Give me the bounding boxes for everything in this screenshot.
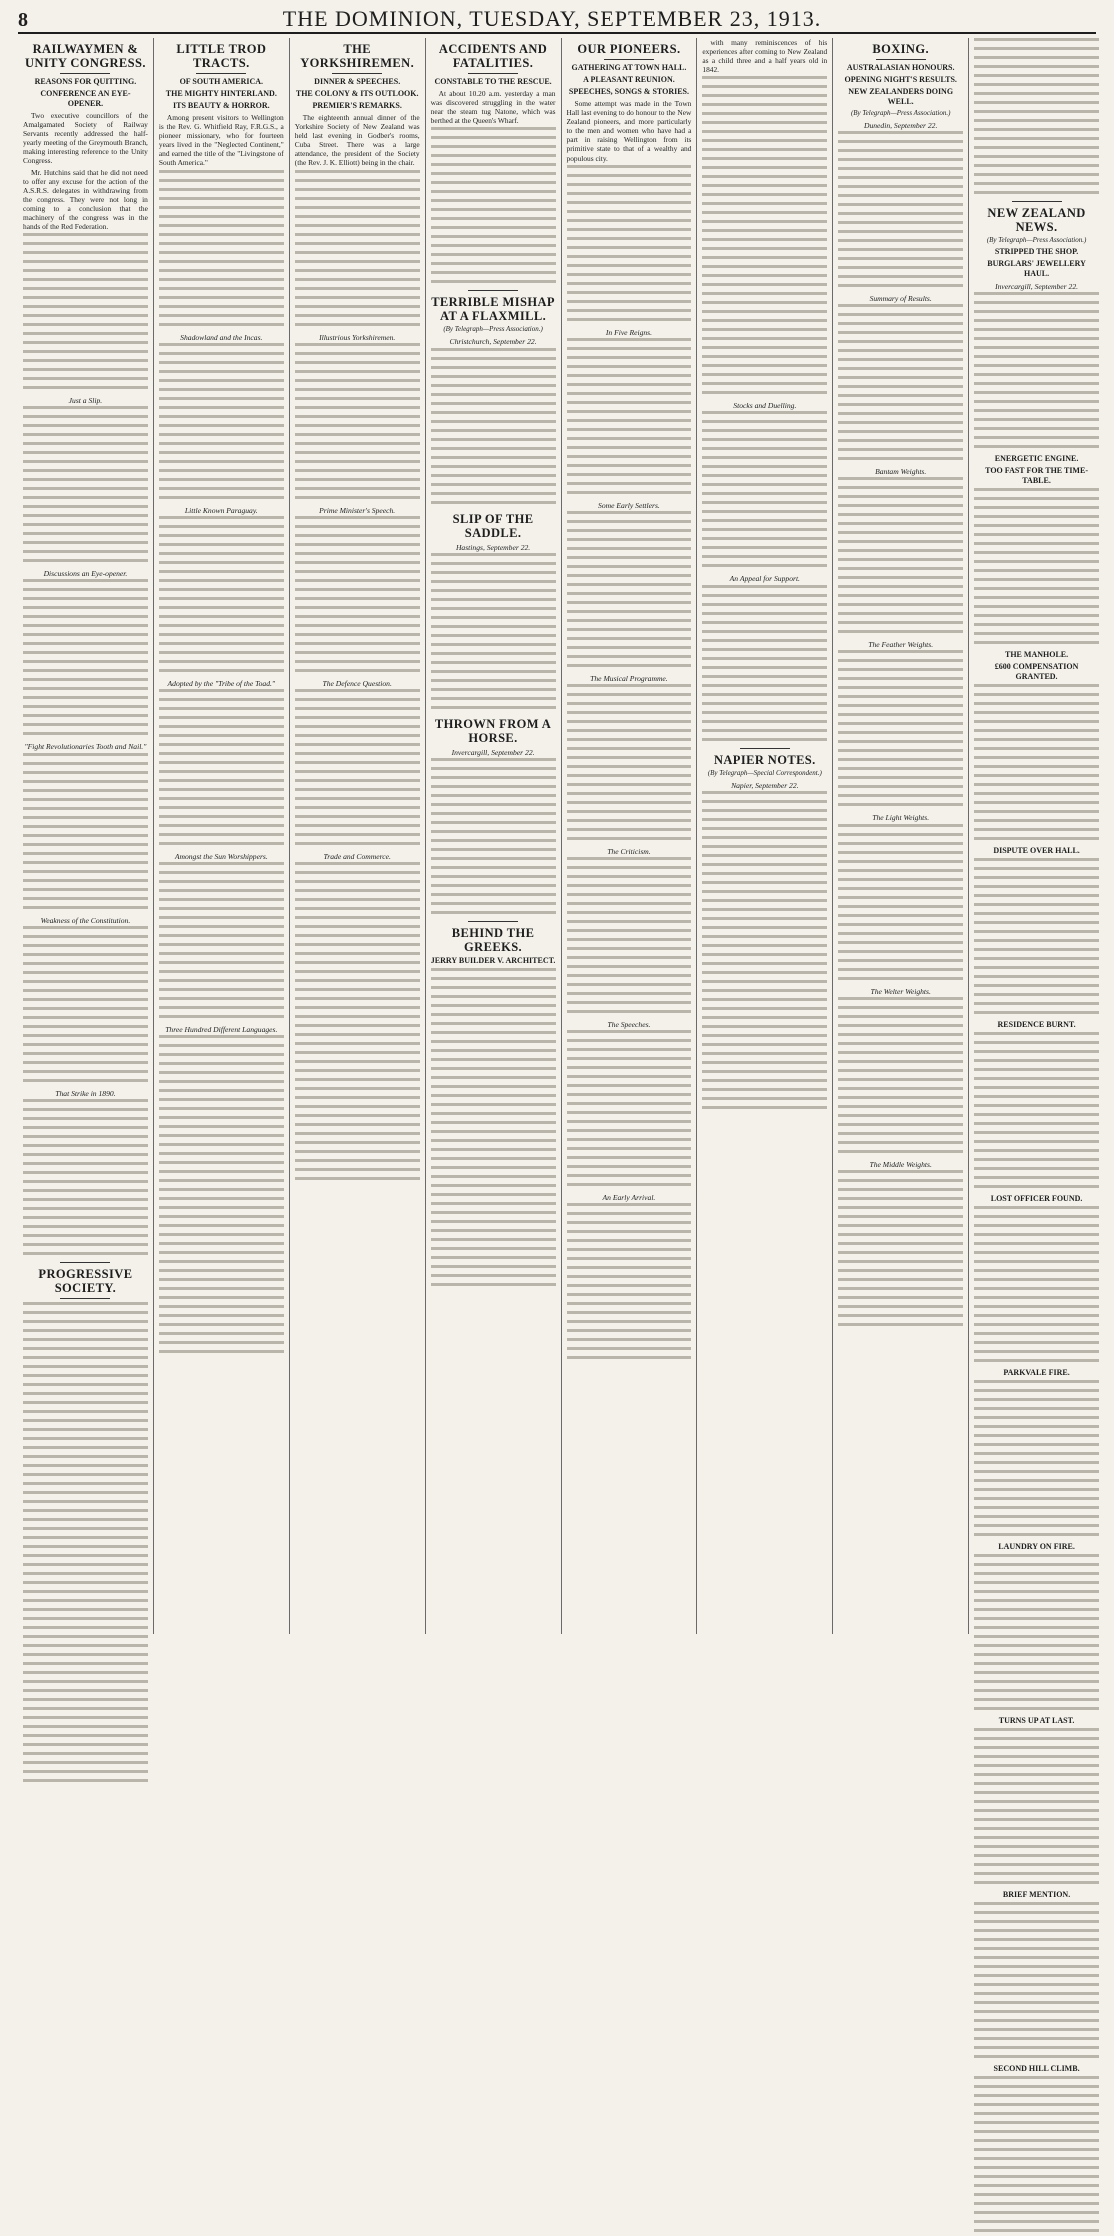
- dateline: Hastings, September 22.: [455, 542, 531, 552]
- section-heading: The Feather Weights.: [868, 640, 934, 650]
- filler-text: [702, 411, 827, 571]
- filler-text: [159, 343, 284, 503]
- column-6: [697, 38, 833, 1634]
- subhead: TOO FAST FOR THE TIME-TABLE.: [985, 466, 1088, 486]
- filler-text: [567, 511, 692, 671]
- article-text: Mr. Hutchins said that he did not need to offer any excuse for the action of the A.S.R.S. delegates in withdrawing from the congress. They were not long in coming to a conclusion that the machinery of the congress was in the hands of the Red Federation.: [23, 167, 148, 232]
- filler-text: [974, 1728, 1099, 1888]
- subhead: JERRY BUILDER V. ARCHITECT.: [430, 955, 556, 965]
- subhead: LAUNDRY ON FIRE.: [998, 1542, 1075, 1552]
- subhead: ENERGETIC ENGINE.: [994, 454, 1079, 464]
- filler-text: [838, 997, 963, 1157]
- section-heading: Illustrious Yorkshiremen.: [319, 332, 396, 342]
- article-text: Some attempt was made in the Town Hall last evening to do honour to the New Zealand pioneers, and more particularly to the men and women who have had a part in raising Wellington from its primitive state to that of a wealthy and populous city.: [566, 99, 692, 163]
- headline: BOXING.: [872, 42, 929, 56]
- filler-text: [838, 304, 963, 464]
- subhead: THE MIGHTY HINTERLAND.: [165, 89, 277, 98]
- section-heading: Just a Slip.: [68, 396, 103, 406]
- section-heading: Shadowland and the Incas.: [180, 332, 263, 342]
- article-text: At about 10.20 a.m. yesterday a man was discovered struggling in the water near the steam tug Natone, which was berthed at the Queen's Wharf.: [430, 89, 556, 126]
- dateline: Dunedin, September 22.: [863, 121, 938, 131]
- subhead: BRIEF MENTION.: [1002, 1890, 1071, 1900]
- section-heading: Bantam Weights.: [875, 467, 927, 477]
- filler-text: [431, 758, 556, 918]
- headline: NAPIER NOTES.: [713, 752, 816, 767]
- section-heading: Summary of Results.: [869, 294, 932, 304]
- section-heading: Some Early Settlers.: [598, 500, 660, 510]
- column-5: [562, 38, 698, 1634]
- filler-text: [159, 862, 284, 1022]
- filler-text: [838, 650, 963, 810]
- filler-text: [974, 1380, 1099, 1540]
- headline: BEHIND THE GREEKS.: [451, 925, 535, 954]
- filler-text: [431, 968, 556, 1128]
- subhead: LOST OFFICER FOUND.: [990, 1194, 1083, 1204]
- filler-text: [23, 1099, 148, 1259]
- filler-text: [567, 1203, 692, 1363]
- filler-text: [295, 862, 420, 1022]
- subhead: OF SOUTH AMERICA.: [179, 77, 264, 86]
- filler-text: [431, 348, 556, 508]
- subhead: TURNS UP AT LAST.: [998, 1716, 1075, 1726]
- filler-text: [295, 1024, 420, 1184]
- subhead: £600 COMPENSATION GRANTED.: [994, 662, 1079, 682]
- subhead: REASONS FOR QUITTING.: [34, 77, 137, 86]
- filler-text: [974, 38, 1099, 198]
- section-heading: The Welter Weights.: [870, 986, 931, 996]
- subhead: AUSTRALASIAN HONOURS.: [846, 63, 955, 72]
- section-heading: That Strike in 1890.: [55, 1088, 116, 1098]
- section-heading: Amongst the Sun Worshippers.: [174, 851, 268, 861]
- section-heading: Little Known Paraguay.: [184, 505, 258, 515]
- headline: OUR PIONEERS.: [577, 42, 681, 56]
- filler-text: [159, 170, 284, 330]
- filler-text: [23, 579, 148, 739]
- section-heading: An Appeal for Support.: [729, 574, 800, 584]
- column-7: [833, 38, 969, 1634]
- article-text: Among present visitors to Wellington is the Rev. G. Whitfield Ray, F.R.G.S., a pioneer missionary, who for fourteen years lived in the "Neglected Continent," and earned the title of the "Livingstone of South America.": [158, 113, 284, 168]
- byline: (By Telegraph—Press Association.): [986, 236, 1087, 244]
- filler-text: [159, 516, 284, 676]
- section-heading: The Light Weights.: [872, 813, 930, 823]
- filler-text: [974, 1032, 1099, 1192]
- column-2: [154, 38, 290, 1634]
- filler-text: [838, 1170, 963, 1330]
- filler-text: [567, 857, 692, 1017]
- filler-text: [23, 1302, 148, 1462]
- filler-text: [295, 689, 420, 849]
- filler-text: [974, 2076, 1099, 2236]
- filler-text: [23, 233, 148, 393]
- section-heading: "Fight Revolutionaries Tooth and Nail.": [24, 742, 147, 752]
- section-heading: In Five Reigns.: [605, 327, 653, 337]
- byline: (By Telegraph—Press Association.): [443, 325, 543, 334]
- subhead: THE MANHOLE.: [1005, 650, 1069, 660]
- section-heading: An Early Arrival.: [602, 1193, 656, 1203]
- headline: RAILWAYMEN & UNITY CONGRESS.: [25, 42, 146, 70]
- column-4: [426, 38, 562, 1634]
- filler-text: [974, 858, 1099, 1018]
- filler-text: [159, 689, 284, 849]
- section-heading: Weakness of the Constitution.: [40, 915, 131, 925]
- filler-text: [838, 131, 963, 291]
- filler-text: [702, 238, 827, 398]
- byline: (By Telegraph—Press Association.): [850, 109, 951, 117]
- filler-text: [295, 343, 420, 503]
- subhead: PARKVALE FIRE.: [1003, 1368, 1070, 1378]
- filler-text: [974, 1206, 1099, 1366]
- filler-text: [702, 953, 827, 1113]
- dateline: Christchurch, September 22.: [449, 337, 537, 347]
- section-heading: Stocks and Duelling.: [733, 401, 797, 411]
- headline: THE YORKSHIREMEN.: [300, 42, 415, 70]
- filler-text: [702, 585, 827, 745]
- subhead: NEW ZEALANDERS DOING WELL.: [848, 87, 954, 106]
- subhead: CONFERENCE AN EYE-OPENER.: [40, 89, 131, 108]
- subhead: DISPUTE OVER HALL.: [993, 846, 1080, 856]
- section-heading: The Criticism.: [607, 846, 651, 856]
- filler-text: [702, 76, 827, 236]
- filler-text: [159, 1035, 284, 1195]
- filler-text: [974, 1902, 1099, 2062]
- subhead: DINNER & SPEECHES.: [314, 77, 401, 86]
- column-8: [969, 38, 1104, 2074]
- section-heading: Three Hundred Different Languages.: [165, 1024, 278, 1034]
- filler-text: [159, 1197, 284, 1357]
- subhead: CONSTABLE TO THE RESCUE.: [434, 77, 552, 86]
- headline: ACCIDENTS AND FATALITIES.: [438, 42, 548, 70]
- filler-text: [567, 338, 692, 498]
- subhead: OPENING NIGHT'S RESULTS.: [844, 75, 957, 84]
- subhead: SPEECHES, SONGS & STORIES.: [568, 87, 689, 96]
- section-heading: Trade and Commerce.: [323, 851, 391, 861]
- section-heading: Adopted by the "Tribe of the Toad.": [167, 678, 276, 688]
- subhead: ITS BEAUTY & HORROR.: [173, 101, 270, 110]
- column-1: [18, 38, 154, 1634]
- section-heading: The Musical Programme.: [590, 673, 668, 683]
- headline: TERRIBLE MISHAP AT A FLAXMILL.: [431, 295, 555, 324]
- dateline: Napier, September 22.: [731, 780, 799, 790]
- subhead: SECOND HILL CLIMB.: [993, 2064, 1080, 2074]
- filler-text: [295, 170, 420, 330]
- section-heading: Prime Minister's Speech.: [319, 505, 396, 515]
- section-heading: The Speeches.: [607, 1020, 651, 1030]
- filler-text: [838, 824, 963, 984]
- article-text: with many reminiscences of his experiences after coming to New Zealand as a child three and a half years old in 1842.: [702, 38, 828, 75]
- headline: LITTLE TROD TRACTS.: [176, 42, 267, 70]
- filler-text: [974, 292, 1099, 452]
- subhead: THE COLONY & ITS OUTLOOK.: [295, 89, 419, 98]
- page-number: 8: [18, 9, 28, 31]
- dateline: Invercargill, September 22.: [995, 282, 1079, 292]
- section-heading: The Middle Weights.: [869, 1159, 932, 1169]
- filler-text: [431, 127, 556, 287]
- byline: (By Telegraph—Special Correspondent.): [707, 768, 822, 777]
- masthead: [18, 2, 1096, 34]
- subhead: STRIPPED THE SHOP.: [994, 247, 1079, 257]
- subhead: A PLEASANT REUNION.: [583, 75, 675, 84]
- section-heading: The Defence Question.: [322, 678, 392, 688]
- subhead: PREMIER'S REMARKS.: [312, 101, 402, 110]
- section-heading: Discussions an Eye-opener.: [43, 569, 128, 579]
- filler-text: [567, 165, 692, 325]
- filler-text: [974, 1554, 1099, 1714]
- dateline: Invercargill, September 22.: [451, 747, 535, 757]
- filler-text: [974, 488, 1099, 648]
- filler-text: [567, 1030, 692, 1190]
- headline: THROWN FROM A HORSE.: [434, 716, 552, 745]
- filler-text: [431, 1130, 556, 1290]
- filler-text: [974, 684, 1099, 844]
- article-text: The eighteenth annual dinner of the Yorkshire Society of New Zealand was held last evening in Godber's rooms, Cuba Street. There was a large attendance, the president of the Society (the Rev. J. K. Elliott) being in the chair.: [294, 113, 420, 168]
- subhead: RESIDENCE BURNT.: [997, 1020, 1076, 1030]
- filler-text: [23, 1464, 148, 1624]
- newspaper-title: THE DOMINION, TUESDAY, SEPTEMBER 23, 1913.: [282, 6, 822, 31]
- filler-text: [23, 926, 148, 1086]
- filler-text: [295, 516, 420, 676]
- subhead: BURGLARS' JEWELLERY HAUL.: [987, 259, 1086, 279]
- filler-text: [567, 684, 692, 844]
- filler-text: [23, 1626, 148, 1786]
- headline: SLIP OF THE SADDLE.: [452, 511, 534, 540]
- headline: PROGRESSIVE SOCIETY.: [38, 1266, 133, 1295]
- filler-text: [838, 477, 963, 637]
- column-3: [290, 38, 426, 1634]
- article-text: Two executive councillors of the Amalgamated Society of Railway Servants recently addressed the half-yearly meeting of the Greymouth Branch, making interesting reference to the Unity Congress.: [23, 111, 148, 166]
- headline: NEW ZEALAND NEWS.: [987, 206, 1086, 234]
- filler-text: [702, 791, 827, 951]
- subhead: GATHERING AT TOWN HALL.: [571, 63, 687, 72]
- filler-text: [431, 553, 556, 713]
- columns: [18, 38, 1104, 2074]
- filler-text: [23, 753, 148, 913]
- filler-text: [23, 406, 148, 566]
